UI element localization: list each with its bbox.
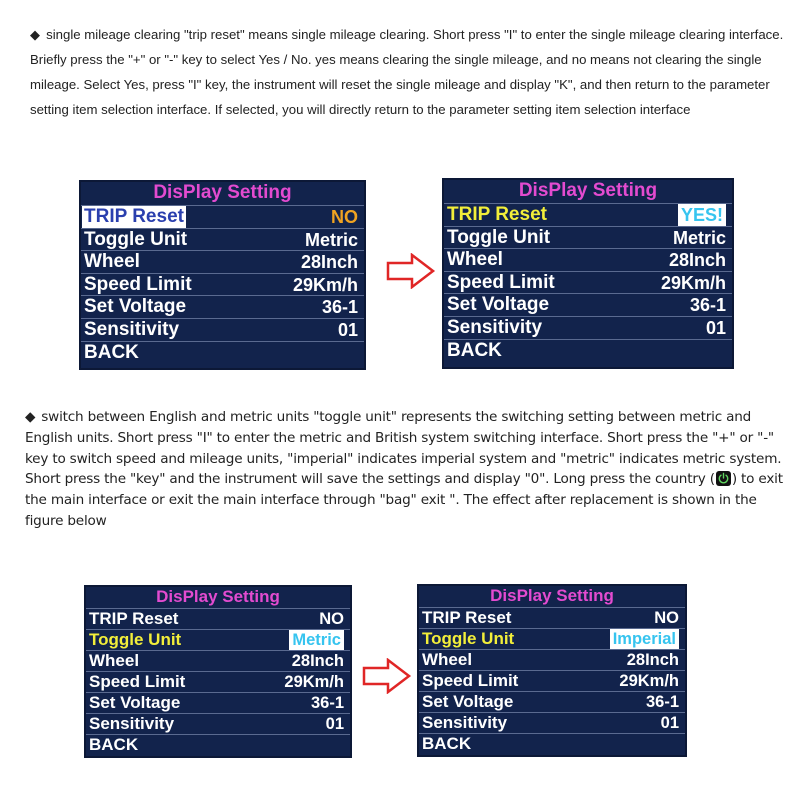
row-value: 29Km/h (660, 272, 726, 293)
right-arrow-icon (362, 658, 412, 694)
menu-row-toggle-unit (86, 629, 350, 650)
row-value: 36-1 (310, 694, 344, 712)
row-value: 29Km/h (284, 673, 344, 691)
menu-row-wheel (86, 650, 350, 671)
row-label: BACK (89, 735, 139, 754)
row-value: NO (654, 609, 679, 627)
row-label: Toggle Unit (89, 630, 182, 649)
row-value: 01 (337, 319, 358, 340)
row-value: NO (331, 207, 358, 227)
row-value: 28Inch (291, 652, 344, 670)
row-label: BACK (84, 341, 139, 363)
row-label: Toggle Unit (84, 228, 188, 250)
row-label: Set Voltage (447, 294, 550, 316)
row-label: Sensitivity (84, 318, 180, 340)
row-label: Wheel (422, 650, 473, 669)
row-value: NO (319, 610, 344, 628)
menu-row-speed-limit (86, 671, 350, 692)
row-label: Toggle Unit (422, 629, 515, 648)
row-label: Speed Limit (422, 671, 519, 690)
row-value: 01 (705, 317, 726, 338)
row-label: TRIP Reset (84, 206, 184, 227)
row-value: 28Inch (300, 252, 358, 273)
row-value: 01 (325, 715, 344, 733)
row-label: BACK (422, 734, 472, 753)
display-setting-panel-imperial (417, 584, 687, 757)
display-setting-panel-before-trip-reset (79, 180, 366, 370)
panel-title: DisPlay Setting (490, 586, 614, 605)
row-label: TRIP Reset (447, 204, 547, 225)
row-value: YES! (678, 204, 726, 226)
toggle-unit-text-part2: ) to exit the main interface or exit the main interface through "bag" exit ". The effect after replacement is shown in the figure below (25, 471, 783, 529)
panel-title: DisPlay Setting (518, 180, 658, 201)
menu-row-wheel (419, 649, 685, 670)
menu-row-back (86, 734, 350, 755)
row-value: 28Inch (626, 651, 679, 669)
row-label: Sensitivity (422, 713, 508, 732)
toggle-unit-text-part1: switch between English and metric units "toggle unit" represents the switching setting between metric and English units. Short press "I" to enter the metric and British system switching interface. Short press the "+" or "-" key to switch speed and mileage units, "imperial" indicates imperial system and "metric" indicates metric system. Short press the "key" and the instrument will save the settings and display "0". Long press the country ( (25, 409, 782, 488)
toggle-unit-description (25, 407, 790, 532)
menu-row-set-voltage (419, 691, 685, 712)
row-label: Toggle Unit (447, 226, 551, 248)
row-label: Set Voltage (84, 296, 187, 318)
menu-row-sensitivity (86, 713, 350, 734)
display-setting-panel-metric (84, 585, 352, 758)
menu-row-back (444, 339, 732, 362)
display-setting-panel-after-trip-reset (442, 178, 734, 369)
menu-row-sensitivity (444, 316, 732, 339)
row-value: Metric (672, 227, 726, 248)
row-label: Sensitivity (447, 316, 543, 338)
row-label: BACK (447, 339, 502, 361)
row-value: 36-1 (321, 297, 358, 318)
menu-row-speed-limit (81, 273, 364, 296)
menu-row-speed-limit (444, 271, 732, 294)
row-value: Metric (289, 630, 344, 650)
menu-row-set-voltage (86, 692, 350, 713)
row-label: Speed Limit (447, 271, 555, 293)
panel-title: DisPlay Setting (153, 182, 292, 203)
row-label: Set Voltage (89, 693, 181, 712)
row-value: Imperial (610, 629, 679, 649)
row-label: Wheel (447, 249, 503, 271)
menu-row-toggle-unit (81, 228, 364, 251)
menu-row-wheel (444, 248, 732, 271)
menu-row-back (81, 341, 364, 364)
menu-row-trip-reset (86, 608, 350, 629)
menu-row-back (419, 733, 685, 754)
row-label: Wheel (84, 251, 140, 273)
menu-row-trip-reset (81, 205, 364, 228)
menu-row-set-voltage (81, 295, 364, 318)
menu-row-wheel (81, 250, 364, 273)
menu-row-trip-reset (419, 607, 685, 628)
menu-row-set-voltage (444, 293, 732, 316)
row-value: 29Km/h (619, 672, 679, 690)
row-label: TRIP Reset (89, 609, 179, 628)
row-label: Speed Limit (89, 672, 186, 691)
power-icon (716, 471, 731, 486)
menu-row-sensitivity (419, 712, 685, 733)
menu-row-sensitivity (81, 318, 364, 341)
row-value: 36-1 (645, 693, 679, 711)
right-arrow-icon (386, 253, 436, 289)
menu-row-speed-limit (419, 670, 685, 691)
menu-row-trip-reset (444, 203, 732, 226)
bullet-diamond: ◆ (25, 409, 36, 425)
row-value: Metric (304, 229, 358, 250)
panel-title: DisPlay Setting (156, 587, 280, 606)
row-value: 36-1 (689, 295, 726, 316)
menu-row-toggle-unit (444, 226, 732, 249)
row-label: Sensitivity (89, 714, 175, 733)
bullet-diamond: ◆ (30, 27, 41, 42)
row-label: Set Voltage (422, 692, 514, 711)
row-value: 28Inch (668, 250, 726, 271)
row-value: 29Km/h (292, 274, 358, 295)
trip-reset-description (30, 22, 790, 122)
row-label: TRIP Reset (422, 608, 512, 627)
row-label: Speed Limit (84, 273, 192, 295)
menu-row-toggle-unit (419, 628, 685, 649)
row-label: Wheel (89, 651, 140, 670)
row-value: 01 (660, 714, 679, 732)
trip-reset-text: single mileage clearing "trip reset" means single mileage clearing. Short press "I" to enter the single mileage clearing interface. Briefly press the "+" or "-" key to select Yes / No. yes means clearing the single mileage, and no means not clearing the single mileage. Select Yes, press "I" key, the instrument will reset the single mileage and display "K", and then return to the parameter setting item selection interface. If selected, you will directly return to the parameter setting item selection interface (30, 27, 784, 117)
